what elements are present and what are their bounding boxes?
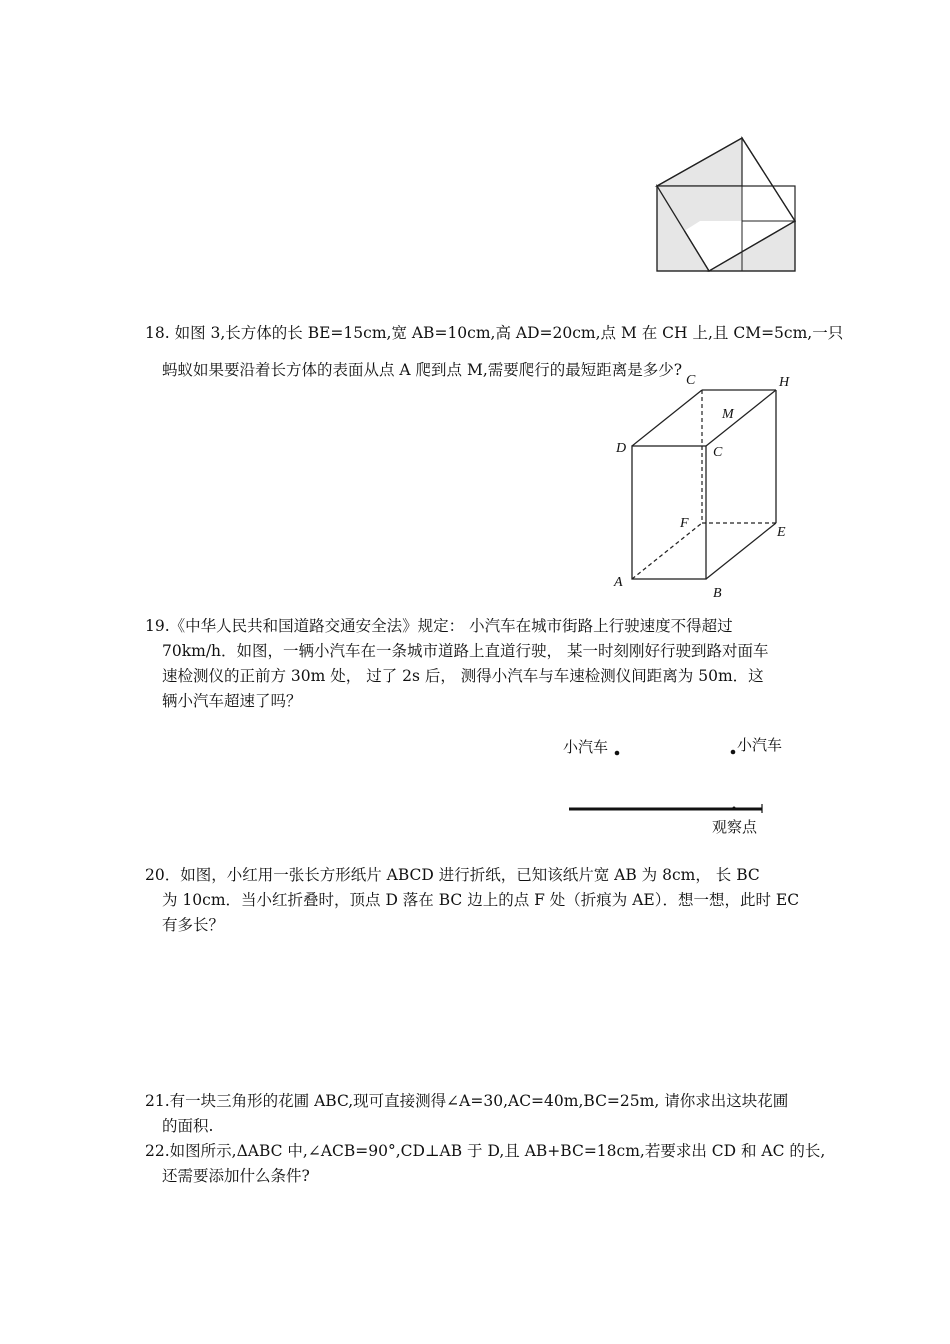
q19-line1: 19.《中华人民共和国道路交通安全法》规定： 小汽车在城市街路上行驶速度不得超过 (145, 617, 733, 635)
q21-line2: 的面积. (162, 1117, 214, 1135)
q20-line3: 有多长？ (162, 916, 225, 934)
label-d: D (616, 441, 627, 456)
q19-line2: 70km/h．如图，一辆小汽车在一条城市道路上直道行驶， 某一时刻刚好行驶到路对面车 (162, 642, 769, 660)
car-left-label: 小汽车 (563, 738, 609, 756)
label-c-top: C (686, 373, 696, 388)
q19-line3: 速检测仪的正前方 30m 处， 过了 2s 后， 测得小汽车与车速检测仪间距离为 50m．这 (162, 667, 764, 685)
label-e: E (777, 525, 786, 540)
label-c: C (713, 445, 723, 460)
q21-line1: 21.有一块三角形的花圃 ABC,现可直接测得∠A=30,AC=40m,BC=25m, 请你求出这块花圃 (145, 1092, 789, 1110)
q19-line4: 辆小汽车超速了吗？ (162, 692, 302, 710)
q18-line1: 18. 如图 3,长方体的长 BE=15cm,宽 AB=10cm,高 AD=20cm,点 M 在 CH 上,且 CM=5cm,一只 (145, 324, 844, 342)
q20-line1: 20．如图，小红用一张长方形纸片 ABCD 进行折纸，已知该纸片宽 AB 为 8cm， 长 BC (145, 866, 760, 884)
car-right-label: 小汽车 (737, 736, 783, 754)
q18-line2: 蚂蚁如果要沿着长方体的表面从点 A 爬到点 M,需要爬行的最短距离是多少? (162, 361, 683, 379)
observer-label: 观察点 (712, 818, 758, 836)
q22-line1: 22.如图所示,ΔABC 中,∠ACB=90°,CD⊥AB 于 D,且 AB+BC=18cm,若要求出 CD 和 AC 的长, (145, 1142, 826, 1160)
label-b: B (713, 586, 722, 601)
q22-line2: 还需要添加什么条件? (162, 1167, 310, 1185)
label-h: H (779, 375, 790, 390)
label-a: A (614, 575, 623, 590)
q20-line2: 为 10cm．当小红折叠时，顶点 D 落在 BC 边上的点 F 处（折痕为 AE）．想一想，此时 EC (162, 891, 800, 909)
label-f: F (680, 516, 689, 531)
label-m: M (722, 407, 734, 422)
